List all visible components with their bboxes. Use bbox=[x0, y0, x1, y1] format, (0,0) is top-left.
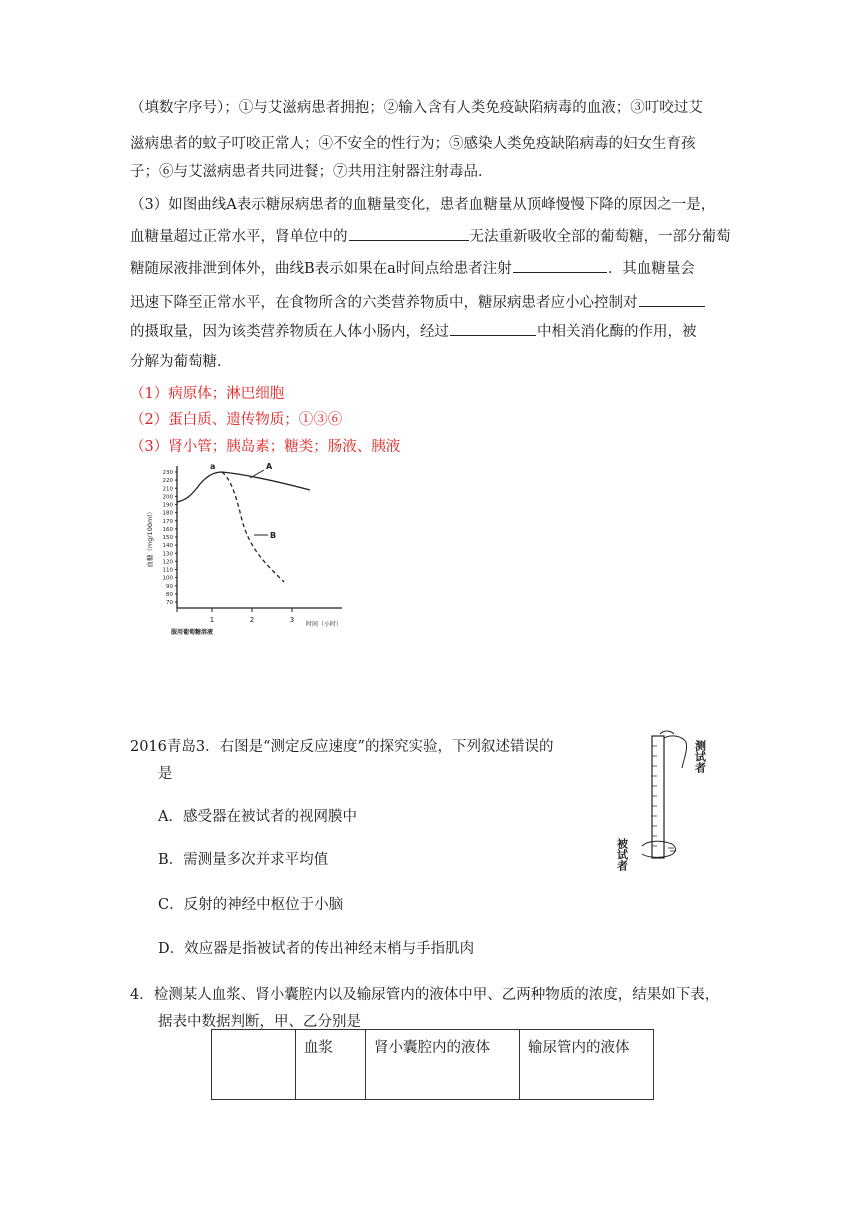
curve-b bbox=[222, 472, 284, 582]
table-header-capsule-fluid: 肾小囊腔内的液体 bbox=[366, 1030, 520, 1100]
q3-option-c: C．反射的神经中枢位于小脑 bbox=[158, 897, 344, 913]
text-line-3: 子；⑥与艾滋病患者共同进餐；⑦共用注射器注射毒品． bbox=[130, 164, 493, 180]
y-tick-label: 180 bbox=[162, 510, 173, 517]
q3-stem-2: 是 bbox=[158, 766, 173, 782]
text-line-1: （填数字序号）；①与艾滋病患者拥抱；②输入含有人类免疫缺陷病毒的血液；③叮咬过艾 bbox=[130, 100, 703, 116]
q3-option-d: D．效应器是指被试者的传出神经末梢与手指肌肉 bbox=[158, 941, 475, 957]
q3-stem: 2016青岛3．右图是“测定反应速度”的探究实验，下列叙述错误的 bbox=[130, 739, 554, 755]
q4-stem-2: 据表中数据判断，甲、乙分别是 bbox=[158, 1014, 361, 1030]
y-tick-label: 90 bbox=[166, 583, 173, 590]
y-tick-label: 120 bbox=[162, 559, 173, 566]
text-line-2: 滋病患者的蚊子叮咬正常人；④不安全的性行为；⑤感染人类免疫缺陷病毒的妇女生育孩 bbox=[130, 136, 696, 152]
text-line-8b: 中相关消化酶的作用，被 bbox=[537, 324, 697, 340]
answer-2: （2）蛋白质、遗传物质；①③⑥ bbox=[130, 412, 343, 428]
y-tick-label: 220 bbox=[162, 478, 173, 485]
q4-stem: 4．检测某人血浆、肾小囊腔内以及输尿管内的液体中甲、乙两种物质的浓度，结果如下表， bbox=[130, 987, 720, 1003]
y-tick-label: 70 bbox=[166, 600, 173, 606]
y-tick-label: 150 bbox=[162, 535, 173, 541]
q4-table bbox=[211, 1029, 654, 1100]
y-tick-label: 170 bbox=[162, 518, 173, 525]
point-a-label: a bbox=[210, 462, 216, 471]
text-line-7 bbox=[130, 292, 706, 313]
table-row bbox=[212, 1030, 654, 1100]
y-tick-label: 80 bbox=[166, 591, 173, 598]
y-tick-label: 110 bbox=[162, 567, 173, 574]
y-tick-label: 190 bbox=[162, 502, 173, 509]
y-tick-label: 130 bbox=[162, 551, 173, 558]
text-line-5b: 无法重新吸收全部的葡萄糖，一部分葡萄 bbox=[469, 229, 731, 245]
y-tick-label: 210 bbox=[162, 486, 173, 493]
text-line-4: （3）如图曲线A表示糖尿病患者的血糖量变化，患者血糖量从顶峰慢慢下降的原因之一是， bbox=[130, 197, 716, 213]
text-line-9: 分解为葡萄糖． bbox=[130, 354, 232, 370]
text-line-6b: ．其血糖量会 bbox=[607, 261, 695, 277]
answer-3: （3）肾小管；胰岛素；糖类；肠液、胰液 bbox=[130, 439, 401, 455]
text-line-5a: 血糖量超过正常水平，肾单位中的 bbox=[130, 229, 348, 245]
reaction-test-figure bbox=[612, 728, 722, 878]
y-tick-label: 230 bbox=[162, 470, 173, 476]
text-line-5 bbox=[130, 226, 731, 247]
y-axis-label: 血糖（mg/100ml） bbox=[146, 508, 154, 568]
y-tick-label: 200 bbox=[162, 494, 173, 501]
answer-1: （1）病原体；淋巴细胞 bbox=[130, 386, 285, 402]
table-header-ureter-fluid: 输尿管内的液体 bbox=[520, 1030, 654, 1100]
answer-blank-1 bbox=[349, 226, 469, 241]
y-tick-label: 160 bbox=[162, 526, 173, 533]
answer-blank-2 bbox=[513, 258, 607, 273]
x-tick-2: 2 bbox=[249, 616, 255, 624]
y-tick-label: 100 bbox=[162, 575, 173, 582]
text-line-8 bbox=[130, 321, 697, 342]
curve-b-label: B bbox=[270, 531, 277, 540]
answer-blank-3 bbox=[639, 292, 705, 307]
text-line-7a: 迅速下降至正常水平，在食物所含的六类营养物质中，糖尿病患者应小心控制对 bbox=[130, 295, 638, 311]
table-header-blank bbox=[212, 1030, 296, 1100]
tester-label: 测试者 bbox=[693, 740, 707, 773]
blood-glucose-figure bbox=[142, 460, 362, 640]
subject-label: 被试者 bbox=[615, 838, 629, 871]
text-line-6 bbox=[130, 258, 695, 279]
curve-a bbox=[177, 472, 310, 502]
text-line-6a: 糖随尿液排泄到体外，曲线B表示如果在a时间点给患者注射 bbox=[130, 261, 512, 277]
text-line-8a: 的摄取量，因为该类营养物质在人体小肠内，经过 bbox=[130, 324, 449, 340]
q3-option-b: B．需测量多次并求平均值 bbox=[158, 852, 329, 868]
q3-option-a: A．感受器在被试者的视网膜中 bbox=[158, 809, 357, 825]
x-axis-label: 时间（小时） bbox=[305, 621, 343, 628]
x-tick-1: 1 bbox=[209, 616, 215, 624]
table-header-plasma: 血浆 bbox=[296, 1030, 366, 1100]
curve-a-label: A bbox=[266, 462, 273, 471]
y-tick-label: 140 bbox=[162, 543, 173, 550]
x-axis-note: 服用葡萄糖溶液 bbox=[170, 629, 214, 636]
x-tick-3: 3 bbox=[289, 616, 295, 624]
answer-blank-4 bbox=[450, 321, 536, 336]
